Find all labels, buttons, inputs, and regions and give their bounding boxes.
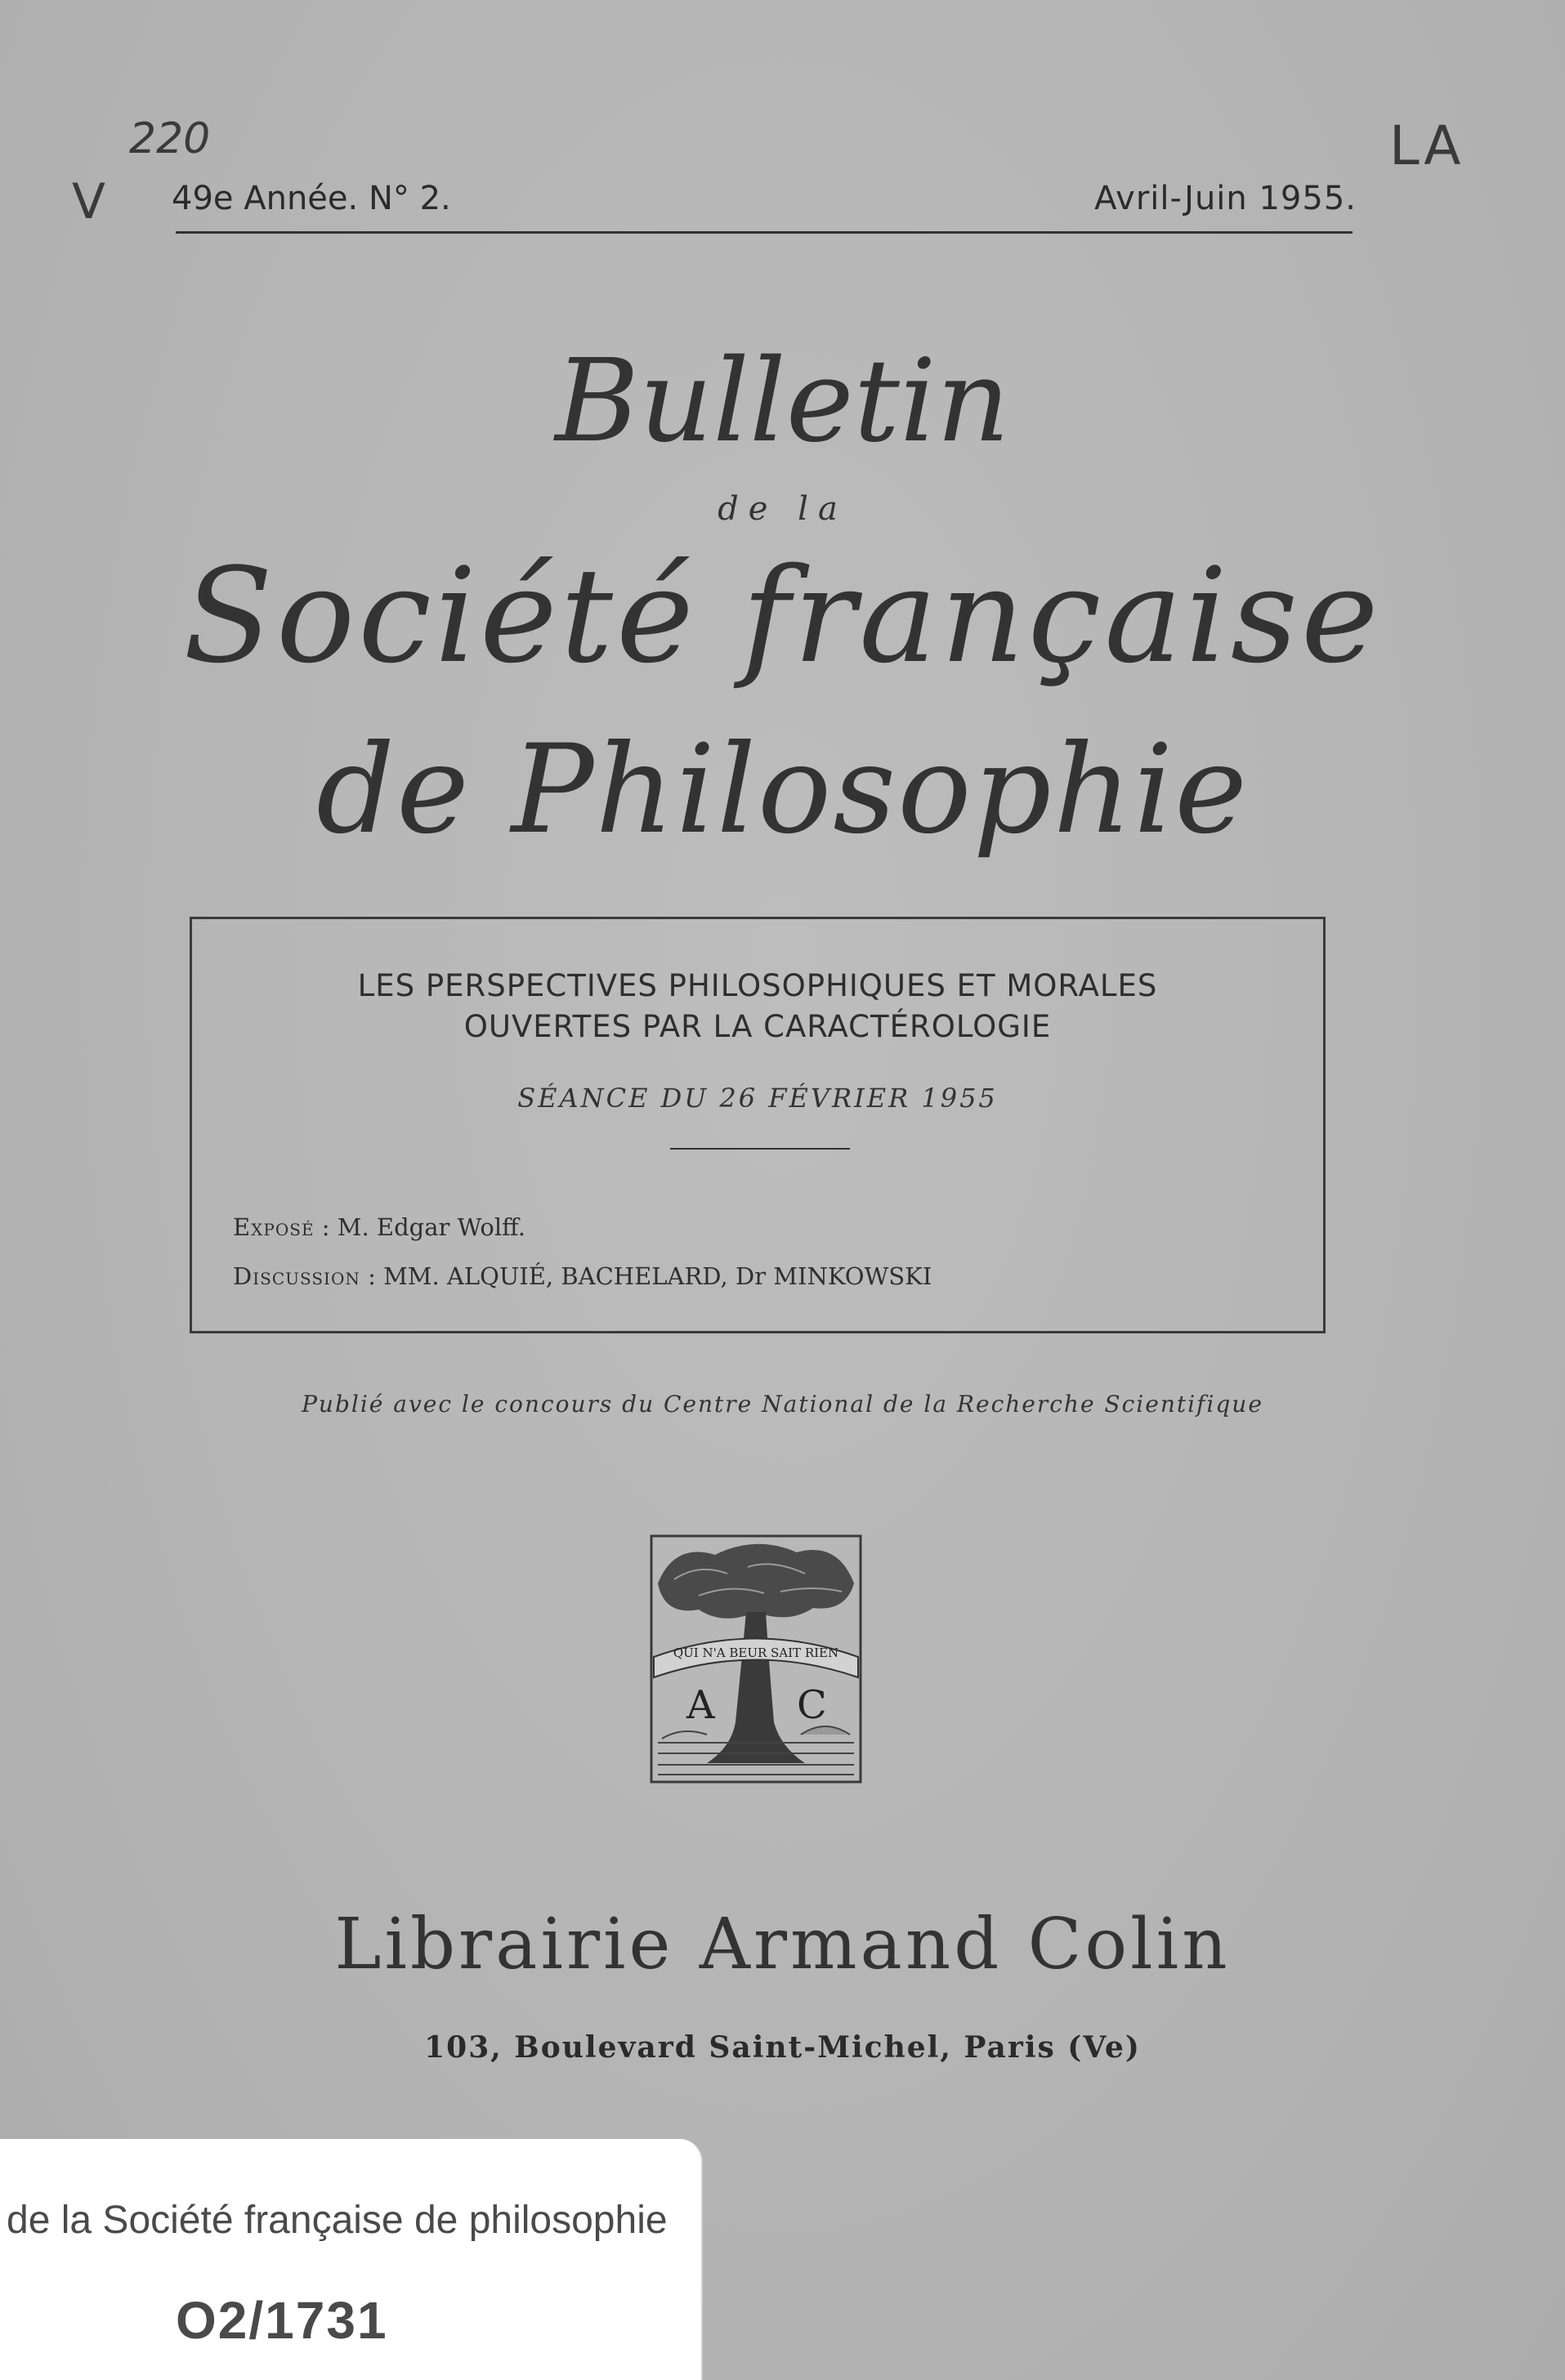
library-label-title: de la Société française de philosophie (7, 2199, 668, 2242)
publisher-address: 103, Boulevard Saint-Michel, Paris (Ve) (424, 2030, 1141, 2065)
title-philosophie: de Philosophie (316, 719, 1249, 861)
library-shelfmark: O2/1731 (176, 2291, 388, 2350)
handwritten-number: 220 (129, 114, 211, 163)
session-date: SÉANCE DU 26 FÉVRIER 1955 (517, 1083, 998, 1114)
handwritten-check: V (72, 173, 106, 230)
publication-note: Publié avec le concours du Centre National de la Recherche Scientifique (302, 1391, 1263, 1418)
title-societe: Société française (183, 539, 1382, 692)
publisher-name: Librairie Armand Colin (334, 1904, 1231, 1985)
issue-header (147, 180, 1357, 229)
logo-letter-a: A (686, 1682, 715, 1728)
library-label (0, 2139, 703, 2380)
discussion-label: Discussion (233, 1262, 360, 1290)
topic-line-2: OUVERTES PAR LA CARACTÉROLOGIE (463, 1009, 1052, 1044)
contents-box (190, 917, 1326, 1333)
handwritten-initials: LA (1389, 114, 1464, 177)
publisher-logo (650, 1534, 862, 1784)
title-bulletin: Bulletin (555, 335, 1010, 468)
box-rule (670, 1148, 850, 1150)
issue-date: Avril-Juin 1955. (1094, 180, 1357, 217)
expose-value: : M. Edgar Wolff. (321, 1213, 525, 1241)
logo-banner-text: QUI N'A BEUR SAIT RIEN (673, 1645, 839, 1660)
topic-line-1: LES PERSPECTIVES PHILOSOPHIQUES ET MORALES (357, 968, 1158, 1003)
logo-letter-c: C (797, 1682, 827, 1728)
discussion-value: : MM. ALQUIÉ, BACHELARD, Dr MINKOWSKI (368, 1262, 932, 1290)
issue-number: 49e Année. N° 2. (172, 180, 451, 217)
expose-row (233, 1213, 525, 1241)
header-rule (176, 231, 1353, 234)
expose-label: Exposé (233, 1213, 315, 1241)
discussion-row (233, 1262, 932, 1290)
title-de-la: de la (718, 490, 847, 528)
